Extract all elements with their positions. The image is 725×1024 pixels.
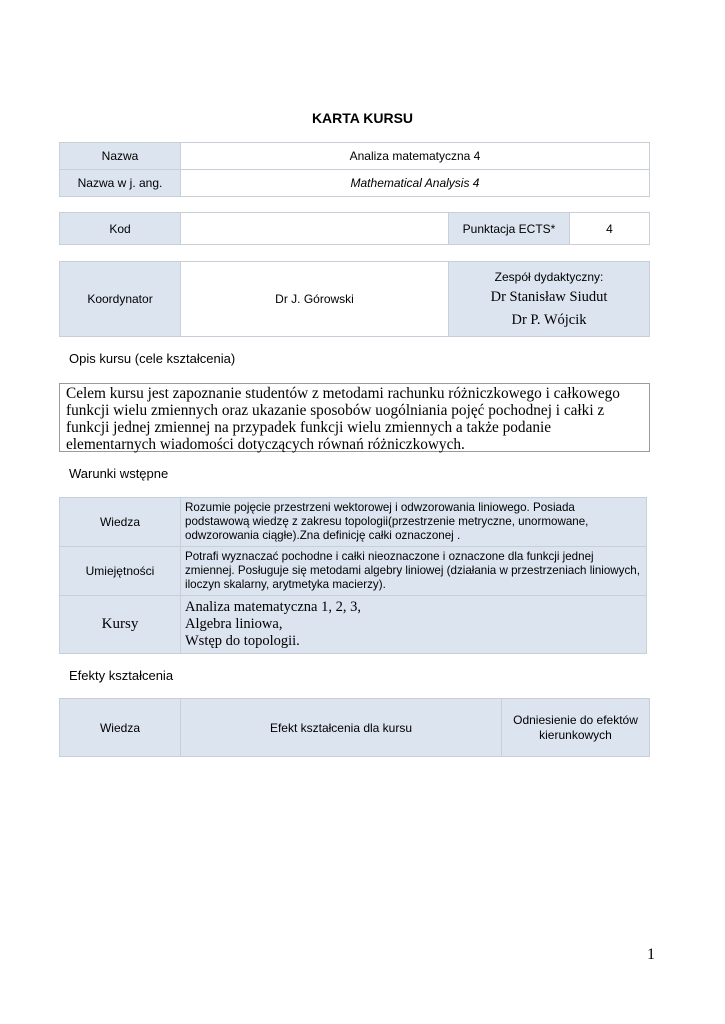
outcomes-heading: Efekty kształcenia <box>69 668 174 683</box>
prereq-course: Wstęp do topologii. <box>185 633 300 649</box>
code-value <box>181 213 449 245</box>
coordinator-table <box>59 261 650 337</box>
ects-value: 4 <box>570 213 650 245</box>
english-name-value: Mathematical Analysis 4 <box>181 170 650 197</box>
team-member: Dr Stanisław Siudut <box>490 289 608 305</box>
reference-header-line: kierunkowych <box>539 727 612 742</box>
teaching-team-cell <box>449 262 650 337</box>
prereq-courses-list <box>181 596 647 654</box>
description-text: Celem kursu jest zapoznanie studentów z metodami rachunku różniczkowego i całkowego funkcji wielu zmiennych oraz ukazanie sposobów uogólniania pojęć pochodnej i całki z funkcji jednej zmiennej na przypadek funkcji wielu zmiennych a także podanie elementarnych wiadomości dotyczących równań różniczkowych. <box>59 383 650 452</box>
outcomes-effect-header: Efekt kształcenia dla kursu <box>181 699 502 757</box>
description-heading: Opis kursu (cele kształcenia) <box>69 351 236 366</box>
page-title: KARTA KURSU <box>311 110 414 126</box>
teaching-team-label: Zespół dydaktyczny: <box>494 270 604 284</box>
prereq-courses-label: Kursy <box>60 596 181 654</box>
prereq-course: Algebra liniowa, <box>185 616 283 632</box>
prereq-skills-label: Umiejętności <box>60 547 181 596</box>
coordinator-value: Dr J. Górowski <box>181 262 449 337</box>
prerequisites-heading: Warunki wstępne <box>69 466 169 481</box>
team-member: Dr P. Wójcik <box>511 312 587 328</box>
code-label: Kod <box>60 213 181 245</box>
prerequisites-table <box>59 497 647 654</box>
ects-label: Punktacja ECTS* <box>449 213 570 245</box>
name-value: Analiza matematyczna 4 <box>181 143 650 170</box>
reference-header-line: Odniesienie do efektów <box>513 712 638 727</box>
coordinator-label: Koordynator <box>60 262 181 337</box>
course-code-table <box>59 212 650 245</box>
page-number: 1 <box>647 946 655 963</box>
outcomes-reference-header <box>502 699 650 757</box>
name-label: Nazwa <box>60 143 181 170</box>
outcomes-knowledge-header: Wiedza <box>60 699 181 757</box>
prereq-knowledge-text: Rozumie pojęcie przestrzeni wektorowej i odwzorowania liniowego. Posiada podstawową wiedzę z zakresu topologii(przestrzenie metryczne, unormowane, odwzorowania ciągłe).Zna definicję całki oznaczonej . <box>181 498 647 547</box>
prereq-course: Analiza matematyczna 1, 2, 3, <box>185 599 361 615</box>
outcomes-table <box>59 698 650 757</box>
prereq-knowledge-label: Wiedza <box>60 498 181 547</box>
prereq-skills-text: Potrafi wyznaczać pochodne i całki nieoznaczone i oznaczone dla funkcji jednej zmiennej. Posługuje się metodami algebry liniowej (działania w przestrzeniach liniowych, iloczyn skalarny, arytmetyka macierzy). <box>181 547 647 596</box>
english-name-label: Nazwa w j. ang. <box>60 170 181 197</box>
course-name-table <box>59 142 650 197</box>
